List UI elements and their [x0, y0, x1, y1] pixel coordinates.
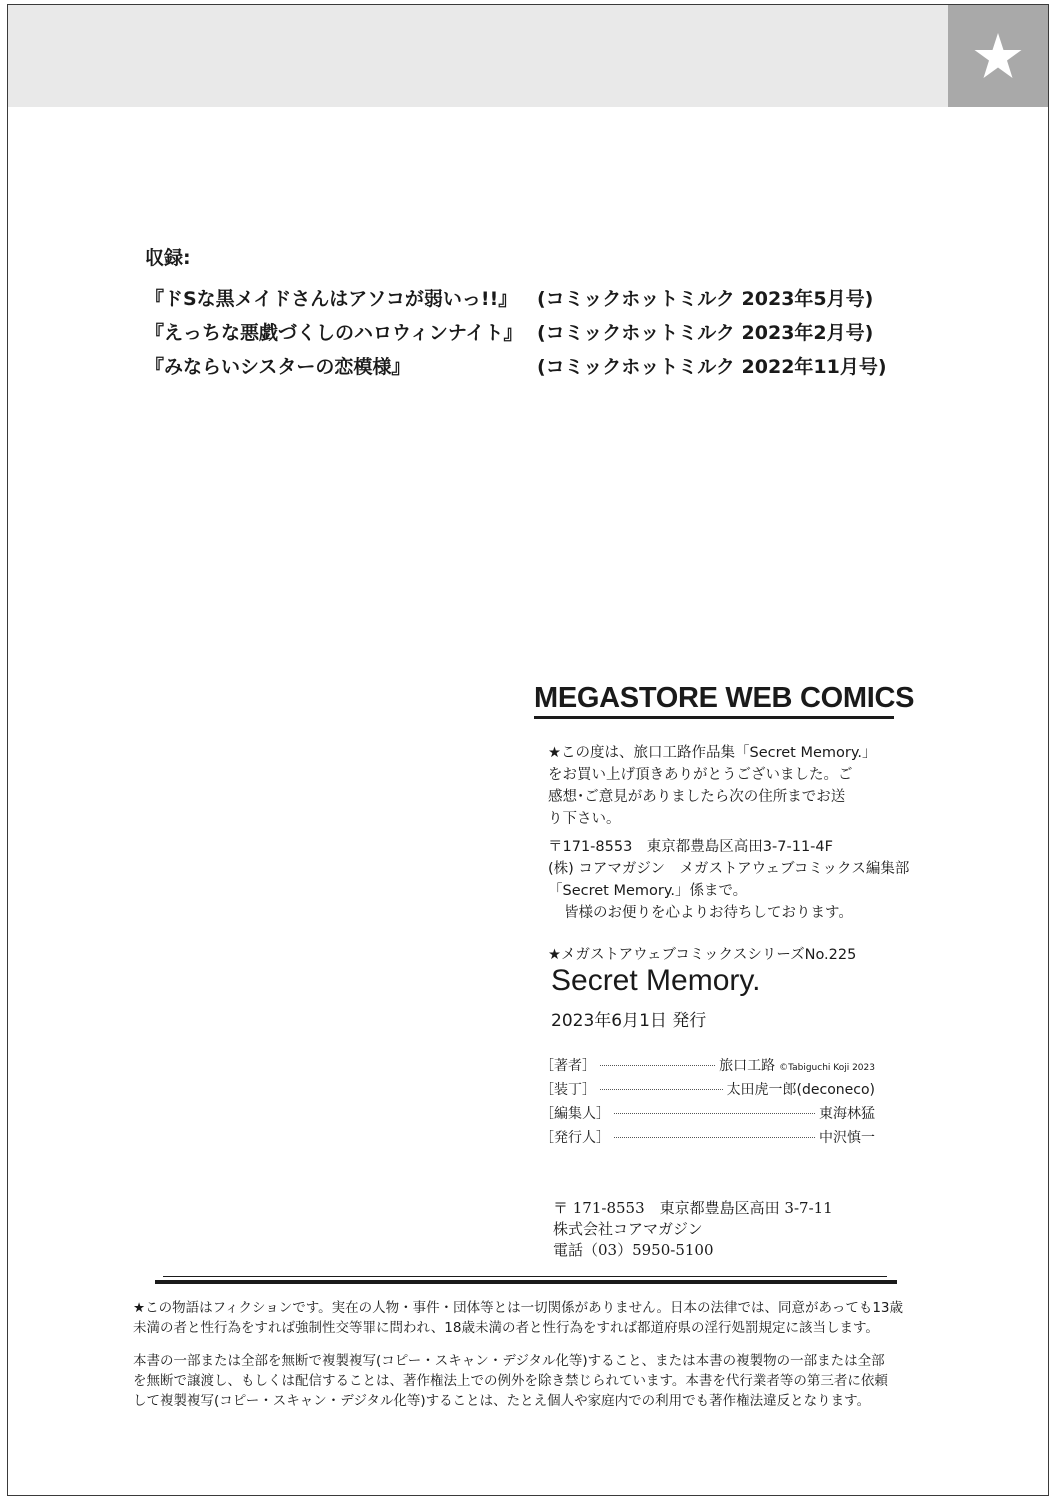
contents-item-source: (コミックホットミルク 2023年2月号)	[537, 322, 874, 344]
notice-line: 未満の者と性行為をすれば強制性交等罪に問われ、18歳未満の者と性行為をすれば都道府県の淫行処罰規定に該当します。	[133, 1320, 879, 1336]
contents-item-source: (コミックホットミルク 2022年11月号)	[537, 356, 887, 378]
book-title: Secret Memory.	[551, 964, 761, 997]
credit-role: ［編集人］	[540, 1106, 610, 1122]
credit-row	[540, 1079, 875, 1103]
header-band	[8, 5, 948, 107]
credit-role: ［発行人］	[540, 1130, 610, 1146]
notice-line: 本書の一部または全部を無断で複製複写(コピー・スキャン・デジタル化等)すること、または本書の複製物の一部または全部	[133, 1353, 885, 1369]
thanks-line: をお買い上げ頂きありがとうございました。ご	[548, 767, 853, 783]
contents-item-title: 『ドSな黒メイドさんはアソコが弱いっ!!』	[145, 288, 518, 310]
publication-date: 2023年6月1日 発行	[551, 1011, 707, 1031]
thanks-message	[548, 742, 909, 924]
divider-thin	[163, 1276, 887, 1277]
notice-line: して複製複写(コピー・スキャン・デジタル化等)することは、たとえ個人や家庭内での利用でも著作権法違反となります。	[133, 1393, 871, 1409]
credit-copyright: ©Tabiguchi Koji 2023	[779, 1063, 875, 1073]
series-number: ★メガストアウェブコミックスシリーズNo.225	[548, 947, 857, 963]
credit-row	[540, 1055, 875, 1079]
thanks-line: り下さい。	[548, 811, 621, 827]
credits-list	[540, 1055, 875, 1151]
mail-address-line: 〒171-8553 東京都豊島区高田3-7-11-4F	[548, 839, 833, 855]
contents-list	[145, 243, 887, 386]
leader-dots	[614, 1113, 815, 1114]
copyright-notice	[133, 1351, 888, 1411]
brand-underline	[534, 716, 894, 719]
credit-name: 旅口工路	[719, 1058, 776, 1074]
contents-item	[145, 284, 874, 318]
contents-item-title: 『えっちな悪戯づくしのハロウィンナイト』	[145, 322, 523, 344]
notice-line: を無断で譲渡し、もしくは配信することは、著作権法上での例外を除き禁じられています。本書を代行業者等の第三者に依頼	[133, 1373, 888, 1389]
fiction-notice	[133, 1298, 903, 1338]
credit-row	[540, 1103, 875, 1127]
mail-address-line: (株) コアマガジン メガストアウェブコミックス編集部	[548, 861, 910, 877]
credit-name: 東海林猛	[819, 1106, 875, 1122]
star-icon	[973, 31, 1023, 81]
divider-thick	[155, 1280, 897, 1284]
credit-name: 太田虎一郎(deconeco)	[726, 1082, 875, 1098]
leader-dots	[600, 1089, 723, 1090]
publisher-phone: 電話（03）5950-5100	[553, 1241, 714, 1259]
credit-role: ［著者］	[540, 1058, 596, 1074]
publisher-address-line: 〒 171-8553 東京都豊島区高田 3-7-11	[553, 1199, 833, 1217]
corner-star-box	[948, 5, 1048, 107]
thanks-line: 感想･ご意見がありましたら次の住所までお送	[548, 789, 846, 805]
brand-logo-text: MEGASTORE WEB COMICS	[534, 682, 915, 714]
credit-name: 中沢慎一	[819, 1130, 875, 1146]
contents-item	[145, 352, 887, 386]
contents-item	[145, 318, 874, 352]
leader-dots	[614, 1137, 815, 1138]
publisher-address	[553, 1198, 833, 1261]
credit-role: ［装丁］	[540, 1082, 596, 1098]
contents-heading: 収録:	[145, 247, 191, 269]
credit-row	[540, 1127, 875, 1151]
leader-dots	[600, 1065, 715, 1066]
publisher-company: 株式会社コアマガジン	[553, 1220, 703, 1238]
contents-item-source: (コミックホットミルク 2023年5月号)	[537, 288, 874, 310]
contents-item-title: 『みならいシスターの恋模様』	[145, 356, 411, 378]
mail-address-line: 「Secret Memory.」係まで。	[548, 883, 748, 899]
thanks-line: ★この度は、旅口工路作品集「Secret Memory.」	[548, 745, 877, 761]
thanks-closing: 皆様のお便りを心よりお待ちしております。	[564, 905, 853, 921]
notice-line: ★この物語はフィクションです。実在の人物・事件・団体等とは一切関係がありません。日本の法律では、同意があっても13歳	[133, 1300, 904, 1316]
